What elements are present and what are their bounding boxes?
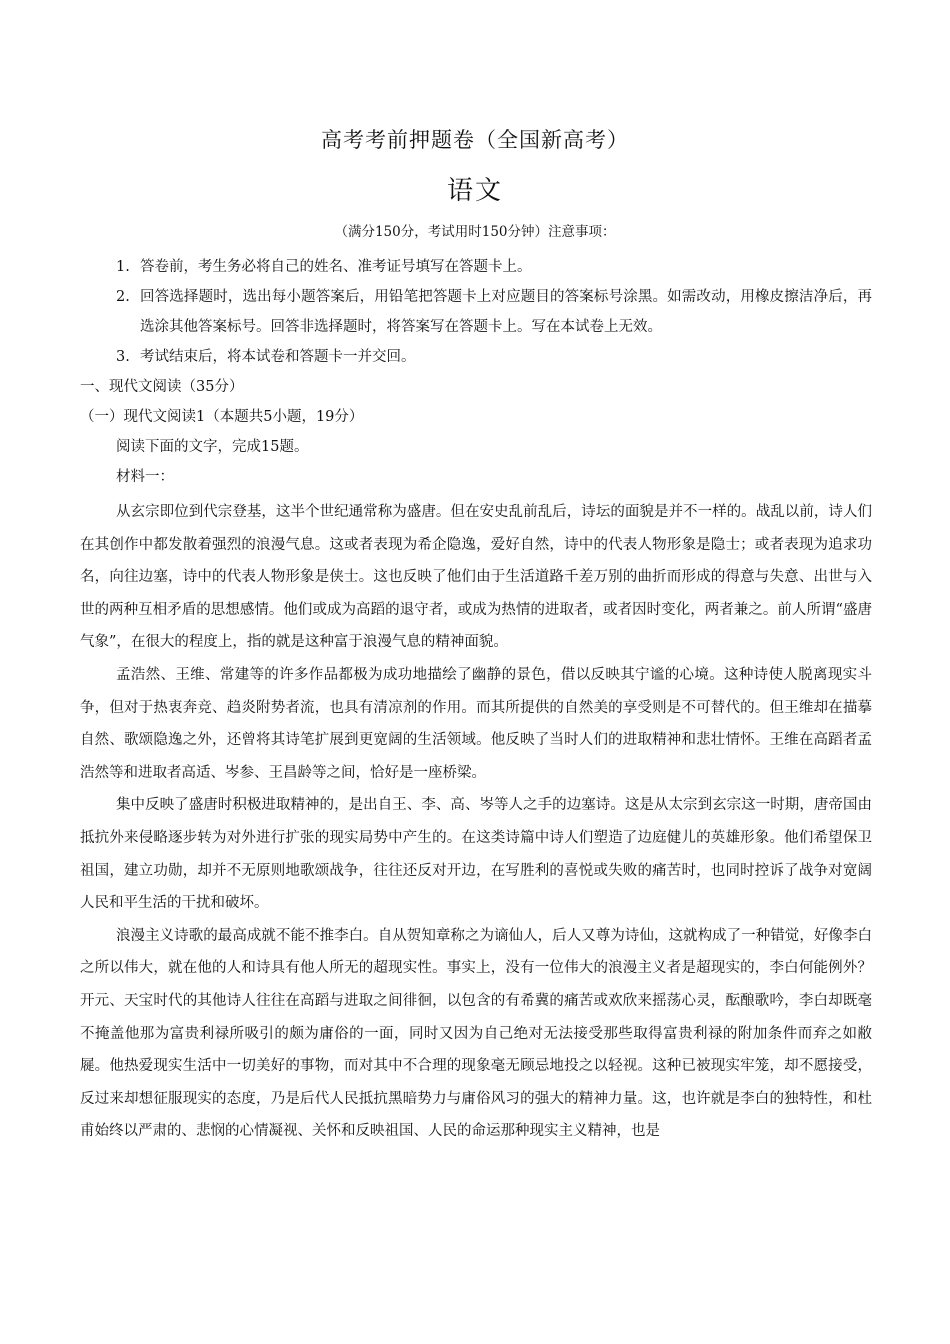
notice-text: 答卷前，考生务必将自己的姓名、准考证号填写在答题卡上。 bbox=[140, 259, 532, 275]
material-paragraph: 孟浩然、王维、常建等的许多作品都极为成功地描绘了幽静的景色，借以反映其宁谧的心境。这种诗使人脱离现实斗争，但对于热衷奔竞、趋炎附势者流，也具有清凉剂的作用。而其所提供的自然美的享受则是不可替代的。但王维却在描摹自然、歌颂隐逸之外，还曾将其诗笔扩展到更宽阔的生活领域。他反映了当时人们的进取精神和悲壮情怀。王维在高蹈者孟浩然等和进取者高适、岑参、王昌龄等之间，恰好是一座桥梁。 bbox=[80, 666, 872, 781]
material-paragraph: 集中反映了盛唐时积极进取精神的，是出自王、李、高、岑等人之手的边塞诗。这是从太宗到玄宗这一时期，唐帝国由抵抗外来侵略逐步转为对外进行扩张的现实局势中产生的。在这类诗篇中诗人们塑造了边庭健儿的英雄形象。他们希望保卫祖国，建立功勋，却并不无原则地歌颂战争，往往还反对开边，在写胜利的喜悦或失败的痛苦时，也同时控诉了战争对宽阔人民和平生活的干扰和破坏。 bbox=[80, 797, 872, 912]
notice-number: 3. bbox=[116, 349, 130, 365]
material-paragraph: 浪漫主义诗歌的最高成就不能不推李白。自从贺知章称之为谪仙人，后人又尊为诗仙，这就构成了一种错觉，好像李白之所以伟大，就在他的人和诗具有他人所无的超现实性。事实上，没有一位伟大的浪漫主义者是超现实的，李白何能例外？开元、天宝时代的其他诗人往往在高蹈与进取之间徘徊，以包含的有希冀的痛苦或欢欣来摇荡心灵，酝酿歌吟，李白却既毫不掩盖他那为富贵利禄所吸引的颇为庸俗的一面，同时又因为自己绝对无法接受那些取得富贵利禄的附加条件而弃之如敝屣。他热爱现实生活中一切美好的事物，而对其中不合理的现象毫无顾忌地投之以轻视。这种已被现实牢笼，却不愿接受，反过来却想征服现实的态度，乃是后代人民抵抗黑暗势力与庸俗风习的强大的精神力量。这，也许就是李白的独特性，和杜甫始终以严肃的、悲悯的心情凝视、关怀和反映祖国、人民的命运那种现实主义精神，也是 bbox=[80, 927, 872, 1140]
notice-item bbox=[80, 282, 872, 342]
notice-number: 1. bbox=[116, 259, 130, 275]
section-subheading: （一）现代文阅读1（本题共5小题，19分） bbox=[80, 409, 364, 425]
notice-text: 考试结束后，将本试卷和答题卡一并交回。 bbox=[140, 349, 416, 365]
section-heading: 一、现代文阅读（35分） bbox=[80, 379, 244, 395]
notice-item bbox=[80, 342, 872, 372]
exam-body bbox=[80, 252, 872, 1148]
exam-title: 高考考前押题卷（全国新高考） bbox=[321, 128, 629, 152]
material-paragraph: 从玄宗即位到代宗登基，这半个世纪通常称为盛唐。但在安史乱前乱后，诗坛的面貌是并不一样的。战乱以前，诗人们在其创作中都发散着强烈的浪漫气息。这或者表现为希企隐逸，爱好自然，诗中的代表人物形象是隐士；或者表现为追求功名，向往边塞，诗中的代表人物形象是侠士。这也反映了他们由于生活道路千差万别的曲折而形成的得意与失意、出世与入世的两种互相矛盾的思想感情。他们或成为高蹈的退守者，或成为热情的进取者，或者因时变化，两者兼之。前人所谓“盛唐气象”，在很大的程度上，指的就是这种富于浪漫气息的精神面貌。 bbox=[80, 504, 872, 651]
material-label: 材料一： bbox=[116, 469, 174, 485]
subject-title: 语文 bbox=[446, 176, 503, 206]
notice-item bbox=[80, 252, 872, 282]
notice-number: 2. bbox=[116, 289, 130, 305]
notice-text: 回答选择题时，选出每小题答案后，用铅笔把答题卡上对应题目的答案标号涂黑。如需改动，用橡皮擦洁净后，再选涂其他答案标号。回答非选择题时，将答案写在答题卡上。写在本试卷上无效。 bbox=[140, 289, 872, 335]
exam-info: （满分150分，考试用时150分钟）注意事项： bbox=[334, 224, 616, 240]
reading-instruction: 阅读下面的文字，完成15题。 bbox=[116, 439, 309, 455]
